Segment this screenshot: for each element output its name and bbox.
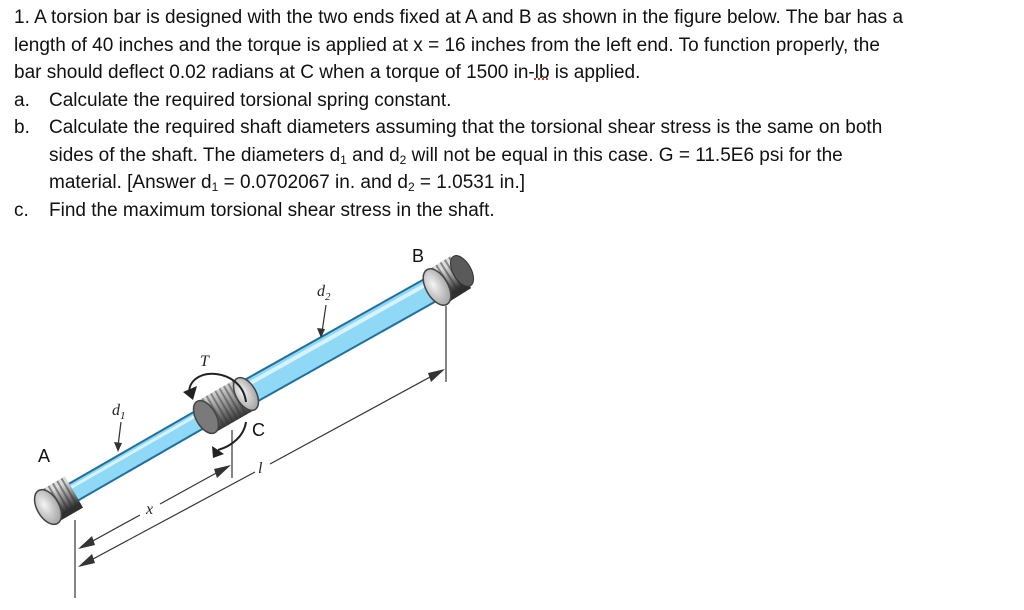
label-c: C xyxy=(252,420,265,440)
part-c-text: Find the maximum torsional shear stress in the shaft. xyxy=(49,199,495,221)
part-b-marker: b. xyxy=(14,117,30,138)
label-x: x xyxy=(146,501,154,518)
label-b: B xyxy=(412,246,425,266)
problem-number: 1. xyxy=(14,7,30,28)
part-b-line-2: sides of the shaft. The diameters $d_1$ and $d_2$ will not be equal in this case. G = 11.5E6 psi for the xyxy=(49,144,843,167)
intro-line-2: length of 40 inches and the torque is applied at x = 16 inches from the left end. To function properly, the xyxy=(14,34,880,56)
label-a: A xyxy=(38,446,51,466)
unit-lb: lb xyxy=(534,62,550,83)
label-d2: $d_2$ xyxy=(317,283,331,303)
end-cap-a xyxy=(29,485,74,529)
intro-line-3: bar should deflect 0.02 radians at C when a torque of 1500 in- xyxy=(14,62,535,83)
label-l: l xyxy=(258,460,263,477)
part-a-marker: a. xyxy=(14,89,30,111)
part-c-marker: c. xyxy=(14,199,29,221)
intro-line-1: A torsion bar is designed with the two ends fixed at A and B as shown in the figure below. The bar has a xyxy=(34,7,904,28)
part-b-line-1: Calculate the required shaft diameters assuming that the torsional shear stress is the same on both xyxy=(49,117,883,138)
part-a-text: Calculate the required torsional spring constant. xyxy=(49,89,452,111)
label-torque: T xyxy=(200,353,209,370)
intro-line-3-end: is applied. xyxy=(549,62,641,83)
part-b-line-3: material. [Answer $d_1 = 0.0702067$ in. and $d_2 = 1.0531$ in.] xyxy=(49,172,526,194)
label-d1: $d_1$ xyxy=(112,402,126,422)
